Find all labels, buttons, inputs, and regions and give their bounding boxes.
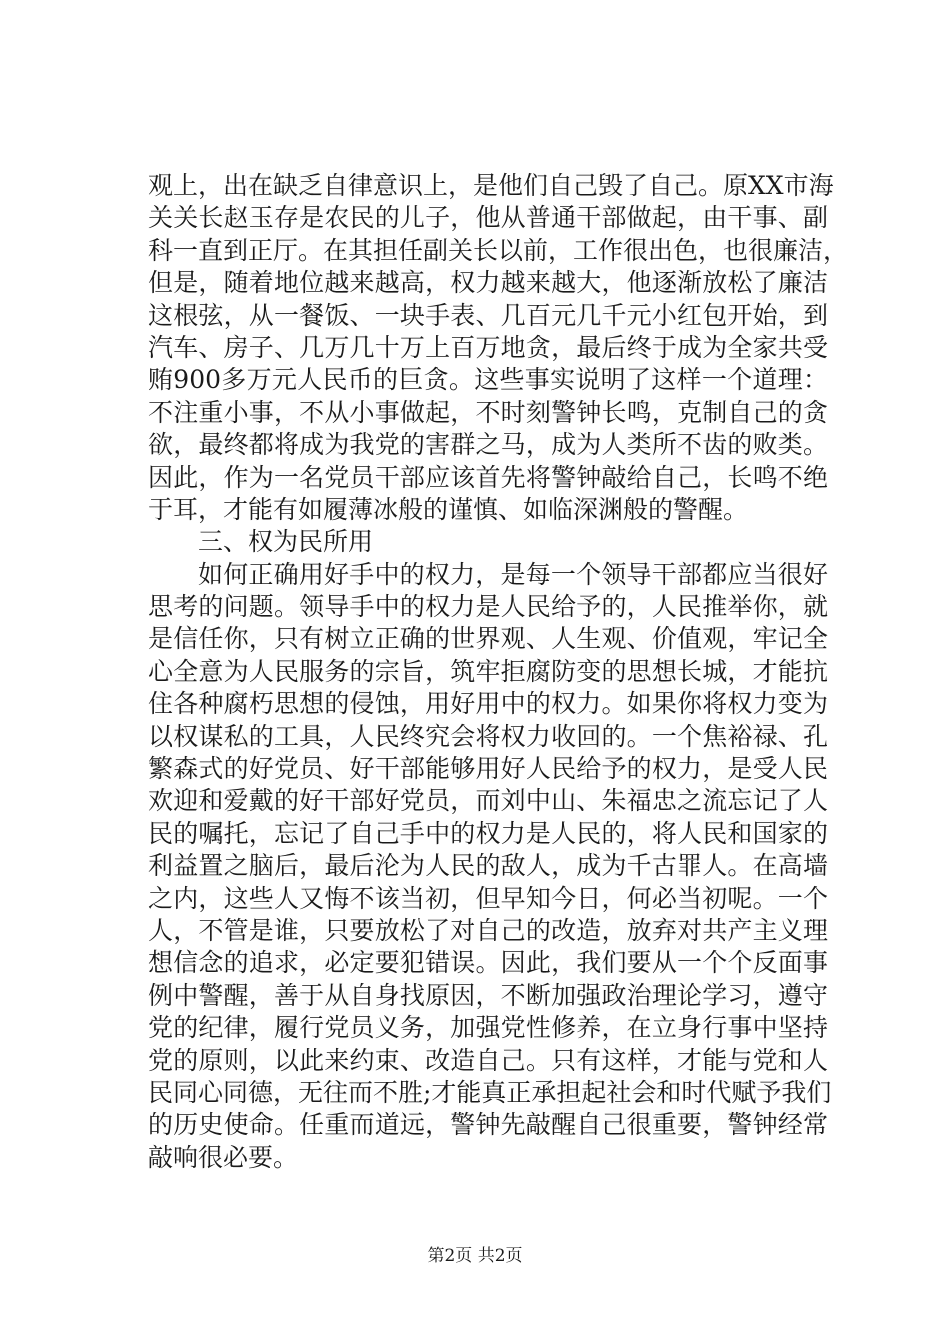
document-body: [148, 170, 849, 1174]
text-line: 民同心同德，无往而不胜;才能真正承担起社会和时代赋予我们: [148, 1077, 832, 1107]
text-line: 党的原则，以此来约束、改造自己。只有这样，才能与党和人: [148, 1045, 828, 1075]
text-line: 是信任你，只有树立正确的世界观、人生观、价值观，牢记全: [148, 624, 828, 654]
text-line: 但是，随着地位越来越高，权力越来越大，他逐渐放松了廉洁: [148, 268, 828, 298]
paragraph-continuation: [148, 170, 849, 526]
text-line: 因此，作为一名党员干部应该首先将警钟敲给自己，长鸣不绝: [148, 462, 828, 492]
text-line: 不注重小事，不从小事做起，不时刻警钟长鸣，克制自己的贪: [148, 397, 828, 427]
page-footer: 第2页 共2页: [427, 1246, 523, 1266]
text-line: 汽车、房子、几万几十万上百万地贪，最后终于成为全家共受: [148, 332, 828, 362]
text-line: 以权谋私的工具，人民终究会将权力收回的。一个焦裕禄、孔: [148, 721, 828, 751]
text-line: 关关长赵玉存是农民的儿子，他从普通干部做起，由干事、副: [148, 203, 828, 233]
text-line: 这根弦，从一餐饭、一块手表、几百元几千元小红包开始，到: [148, 300, 828, 330]
text-line: 贿900多万元人民币的巨贪。这些事实说明了这样一个道理：: [148, 365, 828, 395]
text-line: 之内，这些人又悔不该当初，但早知今日，何必当初呢。一个: [148, 883, 828, 913]
text-line: 科一直到正厅。在其担任副关长以前，工作很出色，也很廉洁，: [148, 235, 849, 265]
text-line: 人，不管是谁，只要放松了对自己的改造，放弃对共产主义理: [148, 915, 828, 945]
text-line: 欲，最终都将成为我党的害群之马，成为人类所不齿的败类。: [148, 430, 828, 460]
text-line: 的历史使命。任重而道远，警钟先敲醒自己很重要，警钟经常: [148, 1110, 828, 1140]
text-line: 三、权为民所用: [198, 527, 374, 557]
text-line: 想信念的追求，必定要犯错误。因此，我们要从一个个反面事: [148, 948, 828, 978]
text-line: 敲响很必要。: [148, 1142, 299, 1172]
paragraph-power-for-people: [148, 559, 832, 1174]
text-line: 例中警醒，善于从自身找原因，不断加强政治理论学习，遵守: [148, 980, 828, 1010]
section-heading: [148, 526, 828, 558]
text-line: 繁森式的好党员、好干部能够用好人民给予的权力，是受人民: [148, 754, 828, 784]
text-line: 心全意为人民服务的宗旨，筑牢拒腐防变的思想长城，才能抗: [148, 656, 828, 686]
text-line: 利益置之脑后，最后沦为人民的敌人，成为千古罪人。在高墙: [148, 851, 828, 881]
text-line: 如何正确用好手中的权力，是每一个领导干部都应当很好: [198, 559, 828, 589]
text-line: 住各种腐朽思想的侵蚀，用好用中的权力。如果你将权力变为: [148, 689, 828, 719]
text-line: 欢迎和爱戴的好干部好党员，而刘中山、朱福忠之流忘记了人: [148, 786, 828, 816]
text-line: 民的嘱托，忘记了自己手中的权力是人民的，将人民和国家的: [148, 818, 828, 848]
text-line: 思考的问题。领导手中的权力是人民给予的，人民推举你，就: [148, 592, 828, 622]
text-line: 观上，出在缺乏自律意识上，是他们自己毁了自己。原XX市海: [148, 171, 834, 200]
text-line: 党的纪律，履行党员义务，加强党性修养，在立身行事中坚持: [148, 1013, 828, 1043]
text-line: 于耳，才能有如履薄冰般的谨慎、如临深渊般的警醒。: [148, 494, 749, 524]
